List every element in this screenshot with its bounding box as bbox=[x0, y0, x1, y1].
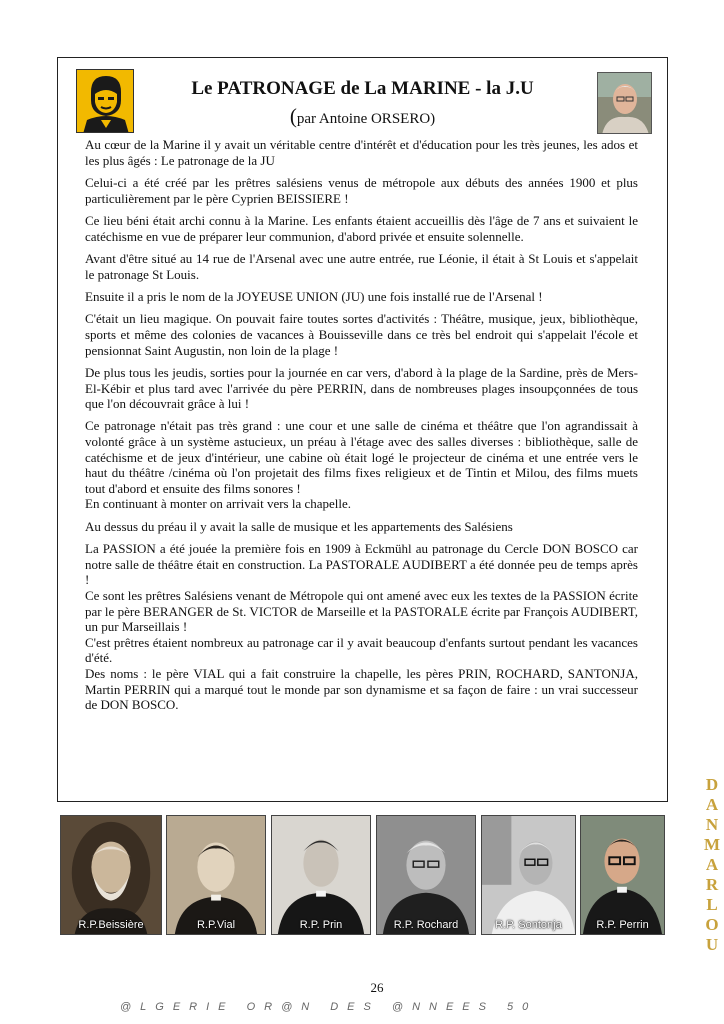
paragraph: Des noms : le père VIAL qui a fait construire la chapelle, les pères PRIN, ROCHARD, SANTONJA, Martin PERRIN qui a marqué tout le monde par son dynamisme et sa façon de faire : un vrai successeur de DON BOSCO. bbox=[85, 665, 638, 713]
paragraph: Ce lieu béni était archi connu à la Marine. Les enfants étaient accueillis dès l'âge de 7 ans et suivaient le catéchisme en vue de préparer leur communion, d'abord privée et ensuite solennelle. bbox=[85, 212, 638, 244]
watermark-letter: A bbox=[705, 795, 719, 814]
paragraph: C'était un lieu magique. On pouvait faire toutes sortes d'activités : Théâtre, musique, jeux, bibliothèque, sports et même des colonies de vacances à Bouisseville dans ce très bel endroit qui s'appelait l'école et pensionnat Saint Augustin, non loin de la plage ! bbox=[85, 311, 638, 358]
article-body bbox=[85, 137, 638, 713]
portrait-rochard bbox=[376, 815, 476, 935]
portrait-beissiere bbox=[60, 815, 162, 935]
paragraph: De plus tous les jeudis, sorties pour la journée en car vers, d'abord à la plage de la Sardine, près de Mers-El-Kébir et plus tard avec l'arrivée du père PERRIN, dans de nombreuses plages insoupçonnées de tous que l'on découvrait grâce à lui ! bbox=[85, 364, 638, 412]
portrait-vial bbox=[166, 815, 266, 935]
footer-caption: @LGERIE OR@N DES @NNEES 50 bbox=[120, 1001, 538, 1013]
portrait-sontonja bbox=[481, 815, 576, 935]
vertical-watermark bbox=[702, 775, 722, 955]
paragraph: C'est prêtres étaient nombreux au patronage car il y avait beaucoup d'enfants surtout pendant les vacances d'été. bbox=[85, 634, 638, 666]
article-title: Le PATRONAGE de La MARINE - la J.U bbox=[191, 78, 534, 99]
paragraph: La PASSION a été jouée la première fois en 1909 à Eckmühl au patronage du Cercle DON BOSCO car notre salle de théâtre était en construction. La PASTORALE AUDIBERT a été donnée peu de temps après ! bbox=[85, 541, 638, 588]
portrait-caption: R.P.Vial bbox=[196, 919, 236, 931]
byline-paren: ( bbox=[289, 104, 297, 128]
portrait-strip bbox=[60, 815, 665, 937]
paragraph: Au dessus du préau il y avait la salle de musique et les appartements des Salésiens bbox=[85, 518, 513, 534]
portrait-caption: R.P.Beissière bbox=[78, 919, 144, 931]
paragraph: Celui-ci a été créé par les prêtres salésiens venus de métropole aux débuts des années 1900 et plus particulièrement par le père Cyprien BEISSIERE ! bbox=[85, 174, 638, 206]
paragraph: Avant d'être situé au 14 rue de l'Arsenal avec une autre entrée, rue Léonie, il était à St Louis et s'appelait le patronage St Louis. bbox=[85, 250, 638, 282]
watermark-letter: L bbox=[706, 895, 718, 914]
watermark-letter: U bbox=[705, 935, 719, 954]
paragraph: Ce patronage n'était pas très grand : une cour et une salle de cinéma et théâtre que l'on agrandissait à volonté grâce à un système astucieux, un préau à l'étage avec des salles diverses : bibliothèque, salle de catéchisme et de jeux d'intérieur, une cabine où était logé le projecteur de cinéma et une entrée vers le haut du théâtre /cinéma où l'on projetait des films fixes religieux et de Tintin et Milou, des films muets tout d'abord et ensuite des films sonores ! bbox=[85, 418, 638, 496]
paragraph: En continuant à monter on arrivait vers la chapelle. bbox=[85, 496, 352, 512]
don-bosco-logo bbox=[76, 69, 134, 133]
page-number: 26 bbox=[370, 980, 384, 995]
byline-text: par Antoine ORSERO) bbox=[296, 111, 436, 127]
article-byline bbox=[140, 104, 585, 129]
portrait-caption: R.P. Perrin bbox=[596, 919, 649, 931]
watermark-letter: O bbox=[705, 915, 719, 934]
watermark-letter: M bbox=[703, 835, 721, 854]
portrait-caption: R.P. Sontonja bbox=[495, 919, 562, 931]
author-photo bbox=[597, 72, 652, 134]
watermark-letter: R bbox=[705, 875, 719, 894]
portrait-caption: R.P. Rochard bbox=[393, 919, 459, 931]
watermark-letter: D bbox=[705, 775, 719, 794]
paragraph: Ensuite il a pris le nom de la JOYEUSE UNION (JU) une fois installé rue de l'Arsenal ! bbox=[85, 288, 543, 304]
watermark-letter: N bbox=[705, 815, 719, 834]
portrait-caption: R.P. Prin bbox=[299, 919, 343, 931]
portrait-perrin bbox=[580, 815, 665, 935]
paragraph: Ce sont les prêtres Salésiens venant de Métropole qui ont amené avec eux les textes de la PASSION écrite par le père BERANGER de St. VICTOR de Marseille et la PASTORALE écrite par François AUDIBERT, un pur Marseillais ! bbox=[85, 588, 638, 635]
portrait-prin bbox=[271, 815, 371, 935]
watermark-letter: A bbox=[705, 855, 719, 874]
paragraph: Au cœur de la Marine il y avait un véritable centre d'intérêt et d'éducation pour les très jeunes, les ados et les plus âgés : Le patronage de la JU bbox=[85, 137, 638, 168]
